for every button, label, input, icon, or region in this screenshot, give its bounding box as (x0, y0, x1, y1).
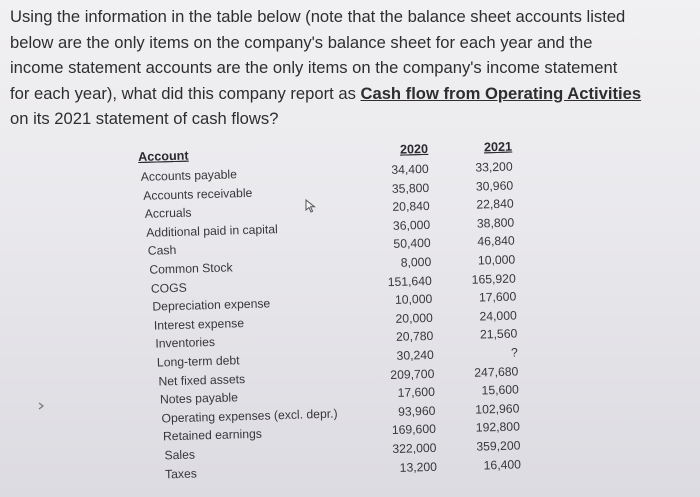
account-name: Notes payable (159, 390, 239, 407)
value-2020: 30,240 (396, 347, 435, 363)
value-2020: 20,000 (395, 310, 433, 326)
value-2020: 50,400 (393, 236, 431, 252)
value-2021: 165,920 (471, 271, 516, 287)
value-2021: 22,840 (476, 196, 514, 212)
account-name: Sales (164, 447, 196, 463)
account-name: Operating expenses (excl. depr.) (161, 406, 338, 426)
value-2021: 359,200 (476, 438, 521, 454)
year-2020-header: 2020 (399, 141, 429, 157)
account-name: Interest expense (153, 315, 245, 333)
question-line-2: below are the only items on the company's balance sheet for each year and the (10, 32, 593, 52)
value-2021: 30,960 (475, 178, 514, 194)
account-name: Accounts payable (140, 167, 238, 184)
question-line-5: on its 2021 statement of cash flows? (10, 109, 279, 128)
account-name: Cash (147, 243, 177, 259)
question-line-4: for each year), what did this company report as (10, 83, 361, 103)
account-name: Inventories (155, 335, 216, 351)
value-2021: 17,600 (478, 289, 517, 305)
value-2020: 209,700 (390, 366, 435, 382)
account-name: Net fixed assets (158, 371, 246, 389)
value-2021: 10,000 (477, 252, 516, 268)
value-2020: 10,000 (394, 292, 433, 308)
question-emphasis: Cash flow from Operating Activities (360, 83, 642, 103)
account-name: Accounts receivable (143, 185, 253, 203)
caret-icon (38, 402, 44, 410)
value-2020: 34,400 (391, 161, 429, 177)
account-name: Retained earnings (162, 427, 263, 444)
value-2021: 24,000 (479, 308, 517, 324)
value-2020: 17,600 (397, 384, 436, 401)
account-name: Common Stock (149, 260, 233, 277)
account-name: Additional paid in capital (146, 221, 278, 240)
question-line-3: income statement accounts are the only items on the company's income statement (10, 58, 618, 77)
value-2021: 16,400 (483, 457, 522, 473)
value-2020: 322,000 (392, 440, 437, 457)
value-2020: 36,000 (392, 217, 431, 233)
value-2020: 151,640 (387, 273, 432, 289)
value-2020: 13,200 (399, 459, 438, 475)
value-2021: 247,680 (474, 364, 519, 380)
value-2021: 33,200 (475, 159, 513, 175)
value-2021: 102,960 (475, 401, 520, 417)
account-name: Depreciation expense (152, 296, 271, 314)
question-text (10, 4, 650, 132)
account-table (138, 139, 547, 480)
value-2020: 20,840 (392, 199, 430, 215)
value-2021: 192,800 (475, 419, 521, 436)
question-line-1: Using the information in the table below (note that the balance sheet accounts listed (10, 7, 626, 26)
value-2020: 20,780 (395, 329, 434, 345)
account-name: Long-term debt (156, 353, 240, 370)
year-2021-header: 2021 (483, 139, 513, 155)
account-name: COGS (150, 280, 187, 296)
value-2021: 46,840 (477, 233, 515, 249)
value-2020: 35,800 (391, 180, 430, 196)
mouse-pointer-icon (305, 199, 317, 213)
value-2021: 38,800 (476, 215, 515, 231)
account-name: Accruals (144, 205, 192, 222)
value-2020: 93,960 (397, 403, 436, 419)
account-name: Taxes (164, 466, 198, 481)
account-column-header: Account (138, 148, 189, 164)
value-2021: 21,560 (479, 326, 518, 342)
value-2021: ? (510, 345, 518, 360)
value-2020: 169,600 (391, 422, 437, 438)
value-2020: 8,000 (400, 254, 432, 270)
value-2021: 15,600 (481, 382, 520, 398)
